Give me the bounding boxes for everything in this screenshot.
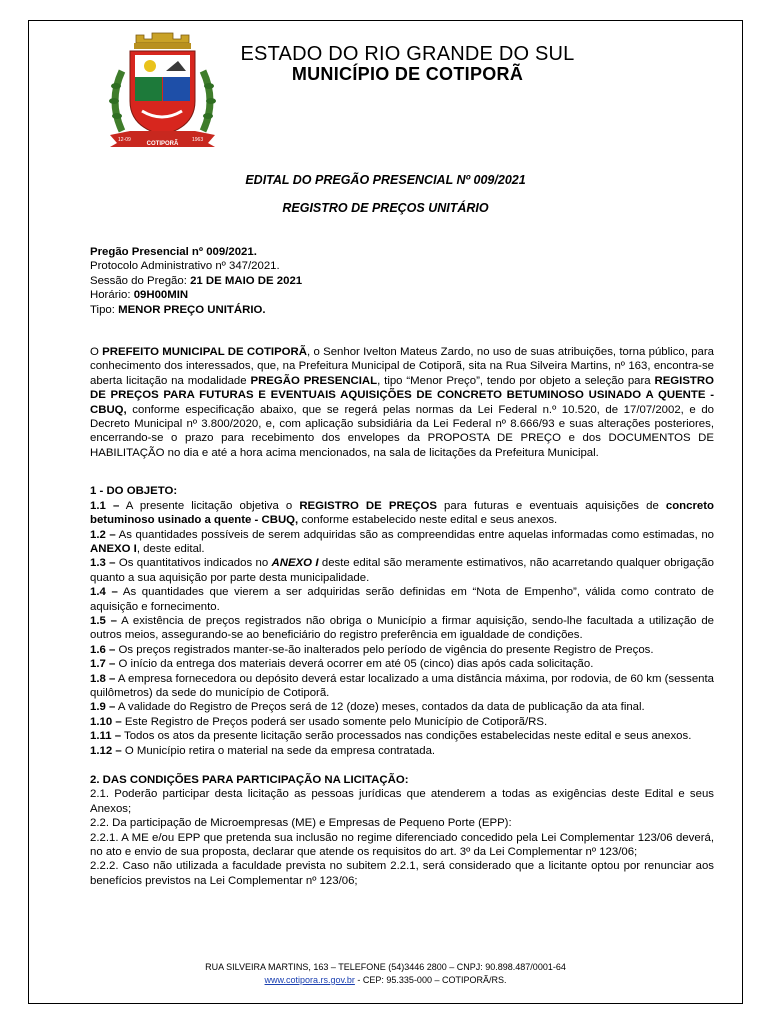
clause-1-6: 1.6 – Os preços registrados manter-se-ão inalterados pelo período de vigência do presente Registro de Preços. xyxy=(90,643,654,656)
info-tipo: Tipo: MENOR PREÇO UNITÁRIO. xyxy=(90,303,266,316)
clause-1-5: 1.5 – A existência de preços registrados não obriga o Município a firmar aquisição, sendo-lhe facultada a utilização de outros meios, assegurando-se ao beneficiário do registro preferência em igualdade de condições. xyxy=(90,614,714,642)
crest-year-left: 12-09 xyxy=(118,137,131,143)
page-footer xyxy=(28,961,743,987)
clause-1-4: 1.4 – As quantidades que vierem a ser adquiridas serão definidas em “Nota de Empenho”, válida como contrato de aquisição e fornecimento. xyxy=(90,586,715,613)
municipal-crest-icon xyxy=(100,31,225,149)
clause-2-1: 2.1. Poderão participar desta licitação as pessoas jurídicas que atenderem a todas as exigências deste Edital e seus Anexos; xyxy=(90,788,714,815)
footer-line2: www.cotipora.rs.gov.br - CEP: 95.335-000 – COTIPORÃ/RS. xyxy=(264,975,507,985)
clause-1-8: 1.8 – A empresa fornecedora ou depósito deverá estar localizado a uma distância máxima, por rodovia, de 60 km (sessenta quilômetros) da sede do município de Cotiporã. xyxy=(90,672,714,699)
info-protocolo: Protocolo Administrativo nº 347/2021. xyxy=(90,260,280,273)
info-sessao: Sessão do Pregão: 21 DE MAIO DE 2021 xyxy=(90,274,303,287)
header-municipality: MUNICÍPIO DE COTIPORÃ xyxy=(291,64,524,84)
info-horario: Horário: 09H00MIN xyxy=(90,289,189,302)
clause-1-1: 1.1 – A presente licitação objetiva o REGISTRO DE PREÇOS para futuras e eventuais aquisições de concreto betuminoso usinado a quente - CBUQ, conforme estabelecido neste edital e seus anexos. xyxy=(90,499,714,527)
clause-1-11: 1.11 – Todos os atos da presente licitação serão processados nas condições estabelecidas neste edital e seus anexos. xyxy=(90,730,692,743)
clause-1-3: 1.3 – Os quantitativos indicados no ANEXO I deste edital são meramente estimativos, não acarretando qualquer obrigação quanto a sua aquisição por parte desta municipalidade. xyxy=(90,557,714,584)
header-state: ESTADO DO RIO GRANDE DO SUL xyxy=(240,43,575,65)
edital-title: EDITAL DO PREGÃO PRESENCIAL Nº 009/2021 xyxy=(245,173,526,187)
section1-heading: 1 - DO OBJETO: xyxy=(90,485,178,498)
clause-1-7: 1.7 – O início da entrega dos materiais deverá ocorrer em até 05 (cinco) dias após cada solicitação. xyxy=(90,658,594,671)
footer-address: RUA SILVEIRA MARTINS, 163 – TELEFONE (54)3446 2800 – CNPJ: 90.898.487/0001-64 xyxy=(205,962,566,972)
intro-paragraph: O PREFEITO MUNICIPAL DE COTIPORÃ, o Senhor Ivelton Mateus Zardo, no uso de suas atribuições, torna público, para conhecimento dos interessados, que, na Prefeitura Municipal de Cotiporã, sita na Rua Silveira Martins, nº 163, encontra-se aberta licitação na modalidade PREGÃO PRESENCIAL, tipo “Menor Preço”, tendo por objeto a seleção para REGISTRO DE PREÇOS PARA FUTURAS E EVENTUAIS AQUISIÇÕES DE CONCRETO BETUMINOSO USINADO A QUENTE - CBUQ, conforme especificação abaixo, que se regerá pelas normas da Lei Federal n.º 10.520, de 17/07/2002, e do Decreto Municipal nº 3.800/2020, e, com aplicação subsidiária da Lei Federal nº 8.666/93 e suas alterações posteriores, encerrando-se o prazo para recebimento dos envelopes da PROPOSTA DE PREÇO e dos DOCUMENTOS DE HABILITAÇÃO no dia e até a hora acima mencionados, na sala de licitações da Prefeitura Municipal. xyxy=(90,346,714,459)
edital-subtitle: REGISTRO DE PREÇOS UNITÁRIO xyxy=(282,201,489,215)
clause-1-12: 1.12 – O Município retira o material na sede da empresa contratada. xyxy=(90,744,436,757)
crest-year-right: 1963 xyxy=(192,137,204,143)
info-pregao: Pregão Presencial nº 009/2021. xyxy=(90,246,257,258)
clause-1-9: 1.9 – A validade do Registro de Preços será de 12 (doze) meses, contados da data de publicação da ata final. xyxy=(90,701,645,714)
section2-heading: 2. DAS CONDIÇÕES PARA PARTICIPAÇÃO NA LICITAÇÃO: xyxy=(90,774,409,786)
crest-banner-text: COTIPORÃ xyxy=(146,141,179,147)
website-link[interactable]: www.cotipora.rs.gov.br xyxy=(264,975,355,985)
clause-2-2-1: 2.2.1. A ME e/ou EPP que pretenda sua inclusão no regime diferenciado concedido pela Lei Complementar 123/06 deverá, no ato e envio de sua proposta, declarar que atende os requisitos do art. 3º da Lei Complementar nº 123/06; xyxy=(90,831,714,859)
clause-1-10: 1.10 – Este Registro de Preços poderá ser usado somente pelo Município de Cotiporã/RS. xyxy=(90,715,548,728)
clause-1-2: 1.2 – As quantidades possíveis de serem adquiridas são as compreendidas entre aquelas informadas como estimadas, no ANEXO I, deste edital. xyxy=(90,528,714,555)
clause-2-2: 2.2. Da participação de Microempresas (ME) e Empresas de Pequeno Porte (EPP): xyxy=(90,817,512,830)
clause-2-2-2: 2.2.2. Caso não utilizada a faculdade prevista no subitem 2.2.1, será considerado que a licitante optou por renunciar aos benefícios previstos na Lei Complementar nº 123/06; xyxy=(90,860,714,887)
document-body xyxy=(90,245,714,888)
